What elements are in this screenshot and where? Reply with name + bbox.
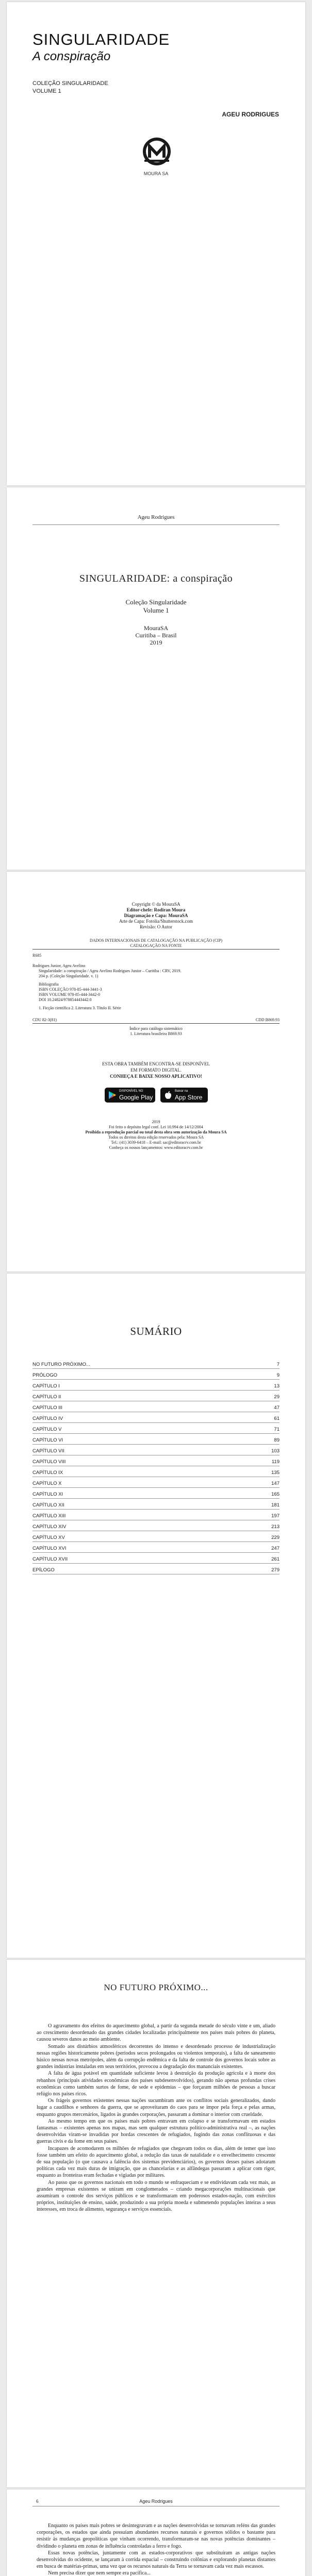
paragraph: Ao mesmo tempo em que os países mais pobres entravam em colapso e se transformavam em estados fantasmas – existentes apenas nos mapas, mas sem qualquer estrutura político-administrativa real –, as nações desenvolvidas viram-se invadidas por hordas crescentes de refugiados, fugindo das zonas conflituosas e das guerras civis e da fome em seus países. — [37, 2118, 275, 2145]
toc-entry-page: 229 — [271, 1535, 280, 1540]
toc-entry[interactable] — [32, 1531, 280, 1542]
cip-entry-pages: 204 p. (Coleção Singularidade. v. 1) — [39, 974, 98, 978]
toc-entry-page: 47 — [274, 1405, 280, 1411]
toc-entry-page: 197 — [271, 1513, 280, 1519]
toc-entry[interactable] — [32, 1520, 280, 1531]
colophon-year: 2019 — [152, 1120, 160, 1124]
toc-entry-label: CAPÍTULO XVII — [32, 1556, 68, 1562]
paragraph: Ao passo que os governos nacionais em todo o mundo se enfraqueciam e se endividavam cada vez mais, as grandes empresas existentes se uniram em conglomerados – criando megacorporações multinacionais que assumiram o controle dos serviços públicos e se transformaram em poderosos estados-nação, com exércitos próprios, instituições de ensino, saúde, produzindo a sua própria moeda e submetendo populações inteiras a seus interesses, em troca de alimento, segurança e serviços essenciais. — [37, 2179, 275, 2213]
page-number: 6 — [36, 2499, 39, 2504]
cover-art-line: Arte de Capa: Fotolia/Shutterstock.com — [119, 919, 193, 924]
toc-entry-label: CAPÍTULO XVI — [32, 1546, 67, 1551]
paragraph: Enquanto os países mais pobres se desintegravam e as nações desenvolvidas se tornavam reféns das grandes corporações, os estados que ainda possuíam abundantes recursos naturais e governos sólidos o bastante para resistir às mudanças geopolíticas que vinham ocorrendo, transformaram-se nas novas potências dominantes – dividindo o planeta em zonas de influência controladas a ferro e fogo. — [37, 2523, 275, 2549]
app-store-badge[interactable] — [160, 1088, 208, 1103]
toc-entry[interactable] — [32, 1466, 280, 1477]
toc-entry-page: 135 — [271, 1470, 280, 1476]
publisher-logo-icon — [142, 137, 171, 168]
cip-entry-title: Singularidade: a conspiração / Ageu Avelino Rodrigues Junior – Curitiba : CRV, 2019. — [39, 969, 182, 973]
table-of-contents — [32, 1358, 280, 1574]
toc-entry-page: 7 — [276, 1362, 280, 1367]
toc-entry-page: 261 — [271, 1556, 280, 1562]
cover-publisher: MOURA SA — [143, 171, 169, 176]
toc-entry-label: CAPÍTULO XIV — [32, 1524, 67, 1530]
toc-entry[interactable] — [32, 1477, 280, 1488]
toc-entry-page: 61 — [274, 1416, 280, 1421]
digital-promo-1: ESTA OBRA TAMBÉM ENCONTRA-SE DISPONÍVEL — [102, 1061, 210, 1066]
google-play-label: Google Play — [119, 1094, 153, 1101]
paragraph: Nem precisa dizer que nem sempre era pacífica... — [48, 2570, 151, 2576]
app-store-label: App Store — [175, 1094, 203, 1101]
google-play-small: DISPONÍVEL NO — [119, 1090, 143, 1093]
toc-entry[interactable] — [32, 1358, 280, 1369]
layout-line: Diagramação e Capa: MouraSA — [124, 913, 188, 918]
copyright-line: Copyright © da MouraSA — [132, 902, 180, 907]
title-page-city: Curitiba – Brasil — [135, 632, 177, 639]
collection-name: COLEÇÃO SINGULARIDADE — [32, 80, 108, 87]
toc-entry-page: 9 — [276, 1372, 280, 1378]
toc-entry-label: CAPÍTULO XI — [32, 1492, 63, 1497]
cip-index-entry: 1. Literatura brasileira B869.93 — [130, 1031, 182, 1036]
title-page-year: 2019 — [150, 639, 162, 646]
cip-entry-author: Rodrigues Junior, Ageu Avelino — [32, 963, 86, 968]
toc-entry[interactable] — [32, 1434, 280, 1445]
toc-entry[interactable] — [32, 1369, 280, 1380]
toc-entry-label: CAPÍTULO IV — [32, 1416, 63, 1421]
volume-label: VOLUME 1 — [32, 88, 61, 94]
toc-entry-label: CAPÍTULO III — [32, 1405, 63, 1411]
header-divider — [32, 524, 280, 525]
cip-title: DADOS INTERNACIONAIS DE CATALOGAÇÃO NA PUBLICAÇÃO (CIP) — [89, 938, 223, 943]
running-header-author: Ageu Rodrigues — [139, 2499, 173, 2504]
toc-entry-label: CAPÍTULO VI — [32, 1437, 63, 1443]
apple-icon — [165, 1091, 172, 1099]
title-page-collection: Coleção Singularidade — [125, 598, 187, 606]
cip-subjects: 1. Ficção científica 2. Literatura 3. Título II. Série — [39, 1006, 121, 1010]
toc-entry-label: EPÍLOGO — [32, 1567, 55, 1573]
title-page — [7, 487, 305, 870]
toc-entry-label: NO FUTURO PRÓXIMO... — [32, 1362, 90, 1367]
toc-entry-label: CAPÍTULO V — [32, 1427, 62, 1432]
toc-entry[interactable] — [32, 1412, 280, 1423]
toc-entry-label: CAPÍTULO X — [32, 1481, 62, 1486]
legal-line-5: Conheça os nossos lançamentos: www.editoracrv.com.br — [109, 1145, 203, 1150]
toc-entry-label: CAPÍTULO IX — [32, 1470, 63, 1476]
toc-entry-label: PRÓLOGO — [32, 1372, 58, 1378]
cip-cdd: CDD B869.93 — [255, 1018, 280, 1022]
continuation-page — [7, 2489, 305, 2576]
cip-code: R685 — [32, 953, 42, 958]
cover-author: AGEU RODRIGUES — [222, 111, 279, 118]
digital-promo-2: EM FORMATO DIGITAL. — [130, 1067, 182, 1073]
toc-entry-label: CAPÍTULO VII — [32, 1448, 64, 1454]
google-play-badge[interactable] — [105, 1088, 155, 1103]
toc-entry-label: CAPÍTULO XIII — [32, 1513, 66, 1519]
book-title: SINGULARIDADE — [32, 30, 170, 48]
toc-entry-label: CAPÍTULO II — [32, 1394, 61, 1400]
cip-index-title: Índice para catálogo sistemático — [129, 1026, 183, 1031]
legal-line-4: Tel.: (41) 3039-6418 – E-mail: sac@editoracrv.com.br — [111, 1140, 201, 1145]
chapter-body — [37, 2023, 275, 2213]
toc-entry-label: CAPÍTULO XII — [32, 1502, 64, 1508]
paragraph: Essas novas potências, juntamente com as estados-corporativos que substituíram as antigas nações desenvolvidas do ocidente, se lançaram à corrida espacial – construindo colônias e explorando planetas distantes em busca de matérias-primas, uma vez que os recursos naturais da Terra se tornavam cada vez mais escassos. — [37, 2550, 275, 2570]
cip-cdu: CDU 82-3(81) — [32, 1018, 57, 1022]
toc-entry-page: 29 — [274, 1394, 280, 1400]
toc-entry-page: 181 — [271, 1502, 280, 1508]
legal-line-1: Foi feito o depósito legal conf. Lei 10.994 de 14/12/2004 — [109, 1125, 203, 1129]
cip-isbn-volume: ISBN VOLUME 978-85-444-3442-0 — [39, 992, 100, 997]
toc-entry-label: CAPÍTULO XV — [32, 1535, 65, 1540]
chapter-title: NO FUTURO PRÓXIMO... — [104, 1982, 208, 1992]
cip-rule-top — [32, 949, 280, 950]
legal-line-3: Todos os direitos desta edição reservados pela: Moura SA — [108, 1135, 204, 1140]
legal-line-2: Proibida a reprodução parcial ou total desta obra sem autorização da Moura SA — [85, 1130, 227, 1134]
toc-entry[interactable] — [32, 1391, 280, 1401]
paragraph: Somado aos distúrbios atmosféricos decorrentes do intenso e desordenado processo de industrialização nessas regiões historicamente pobres (períodos secos prolongados ou violentos temporais), a falta de saneamento básico nessas novas metrópoles, além da corrupção endêmica e da falta de controle dos governos locais sobre as grandes indústrias instaladas em seus territórios, provocou a degradação dos mananciais existentes. — [37, 2043, 275, 2070]
toc-entry-page: 89 — [274, 1437, 280, 1443]
paragraph: Incapazes de acomodarem os milhões de refugiados que chegavam todos os dias, além de temer que isso fosse também um efeito do aquecimento global, a redução das taxas de natalidade e o envelhecimento crescente de sua população (o que causava a falência dos sistemas previdenciários), os governos desses países adotaram políticas cada vez mais duras de imigração, que as chancelarias e as alfândegas passaram a aplicar com rigor, enquanto as fronteiras eram fechadas e vigiadas por militares. — [37, 2145, 275, 2179]
toc-entry[interactable] — [32, 1445, 280, 1455]
toc-entry[interactable] — [32, 1423, 280, 1434]
chapter-page — [7, 1960, 305, 2487]
toc-entry[interactable] — [32, 1510, 280, 1520]
toc-entry[interactable] — [32, 1564, 280, 1574]
toc-entry-label: CAPÍTULO VIII — [32, 1459, 66, 1465]
review-line: Revisão: O Autor — [140, 924, 172, 929]
book-subtitle: A conspiração — [32, 49, 111, 63]
toc-entry[interactable] — [32, 1542, 280, 1553]
toc-entry-page: 213 — [271, 1524, 280, 1530]
toc-entry-page: 147 — [271, 1481, 280, 1486]
cover-page — [7, 2, 305, 485]
summary-page — [7, 1274, 305, 1958]
colophon-page — [7, 872, 305, 1272]
google-play-icon — [108, 1091, 117, 1099]
cip-rule-bottom — [32, 1023, 280, 1024]
editor-line: Editor-chefe: Rodiran Moura — [126, 907, 186, 912]
toc-entry[interactable] — [32, 1401, 280, 1412]
digital-promo-3: CONHEÇA E BAIXE NOSSO APLICATIVO! — [110, 1074, 202, 1079]
cip-isbn-collection: ISBN COLEÇÃO 978-85-444-3441-3 — [39, 987, 102, 992]
toc-entry-page: 103 — [271, 1448, 280, 1454]
title-page-publisher: MouraSA — [143, 624, 169, 632]
cip-bibliography: Bibliografia — [39, 982, 59, 987]
toc-entry[interactable] — [32, 1488, 280, 1499]
cip-doi: DOI 10.24824/978854443442.0 — [39, 997, 92, 1002]
toc-entry-page: 13 — [274, 1383, 280, 1389]
toc-entry-label: CAPÍTULO I — [32, 1383, 60, 1389]
chapter-body-continued — [37, 2522, 275, 2576]
toc-entry-page: 247 — [271, 1546, 280, 1551]
cip-subtitle: CATALOGAÇÃO NA FONTE — [130, 943, 182, 948]
paragraph: O agravamento dos efeitos do aquecimento global, a partir da segunda metade do século vinte e um, aliado ao crescimento desordenado das grandes cidades localizadas principalmente nos países mais pobres do planeta, causou severos danos ao meio ambiente. — [37, 2023, 275, 2043]
toc-entry[interactable] — [32, 1499, 280, 1510]
paragraph: A falta de água potável em quantidade suficiente levou à destruição da produção agrícola e à morte dos rebanhos (principais atividades econômicas dos países subdesenvolvidos), gerando não apenas profundas crises econômicas como também surtos de fome, de sede e epidemias – que forçaram milhões de pessoas a buscar refúgio nos países ricos. — [37, 2071, 275, 2097]
title-page-title: SINGULARIDADE: a conspiração — [79, 573, 233, 584]
toc-entry-page: 279 — [271, 1567, 280, 1573]
title-page-volume: Volume 1 — [143, 606, 169, 614]
app-store-small: Baixar na — [175, 1090, 188, 1093]
paragraph: Os frágeis governos existentes nessas nações sucumbiram ante os conflitos sociais generalizados, dando lugar a caudilhos e senhores da guerra, que se aproveitaram do caos para se impor pela força e pelas armas, enquanto grupos mercenários, ligados às grandes corporações, passaram a dominar o interior com crueldade. — [37, 2098, 275, 2117]
toc-entry-page: 119 — [271, 1459, 280, 1465]
title-page-author: Ageu Rodrigues — [137, 514, 175, 520]
toc-entry[interactable] — [32, 1553, 280, 1564]
toc-entry-page: 165 — [271, 1492, 280, 1497]
toc-entry[interactable] — [32, 1380, 280, 1391]
toc-entry-page: 71 — [274, 1427, 280, 1432]
summary-title: SUMÁRIO — [130, 1325, 182, 1337]
toc-entry[interactable] — [32, 1455, 280, 1466]
